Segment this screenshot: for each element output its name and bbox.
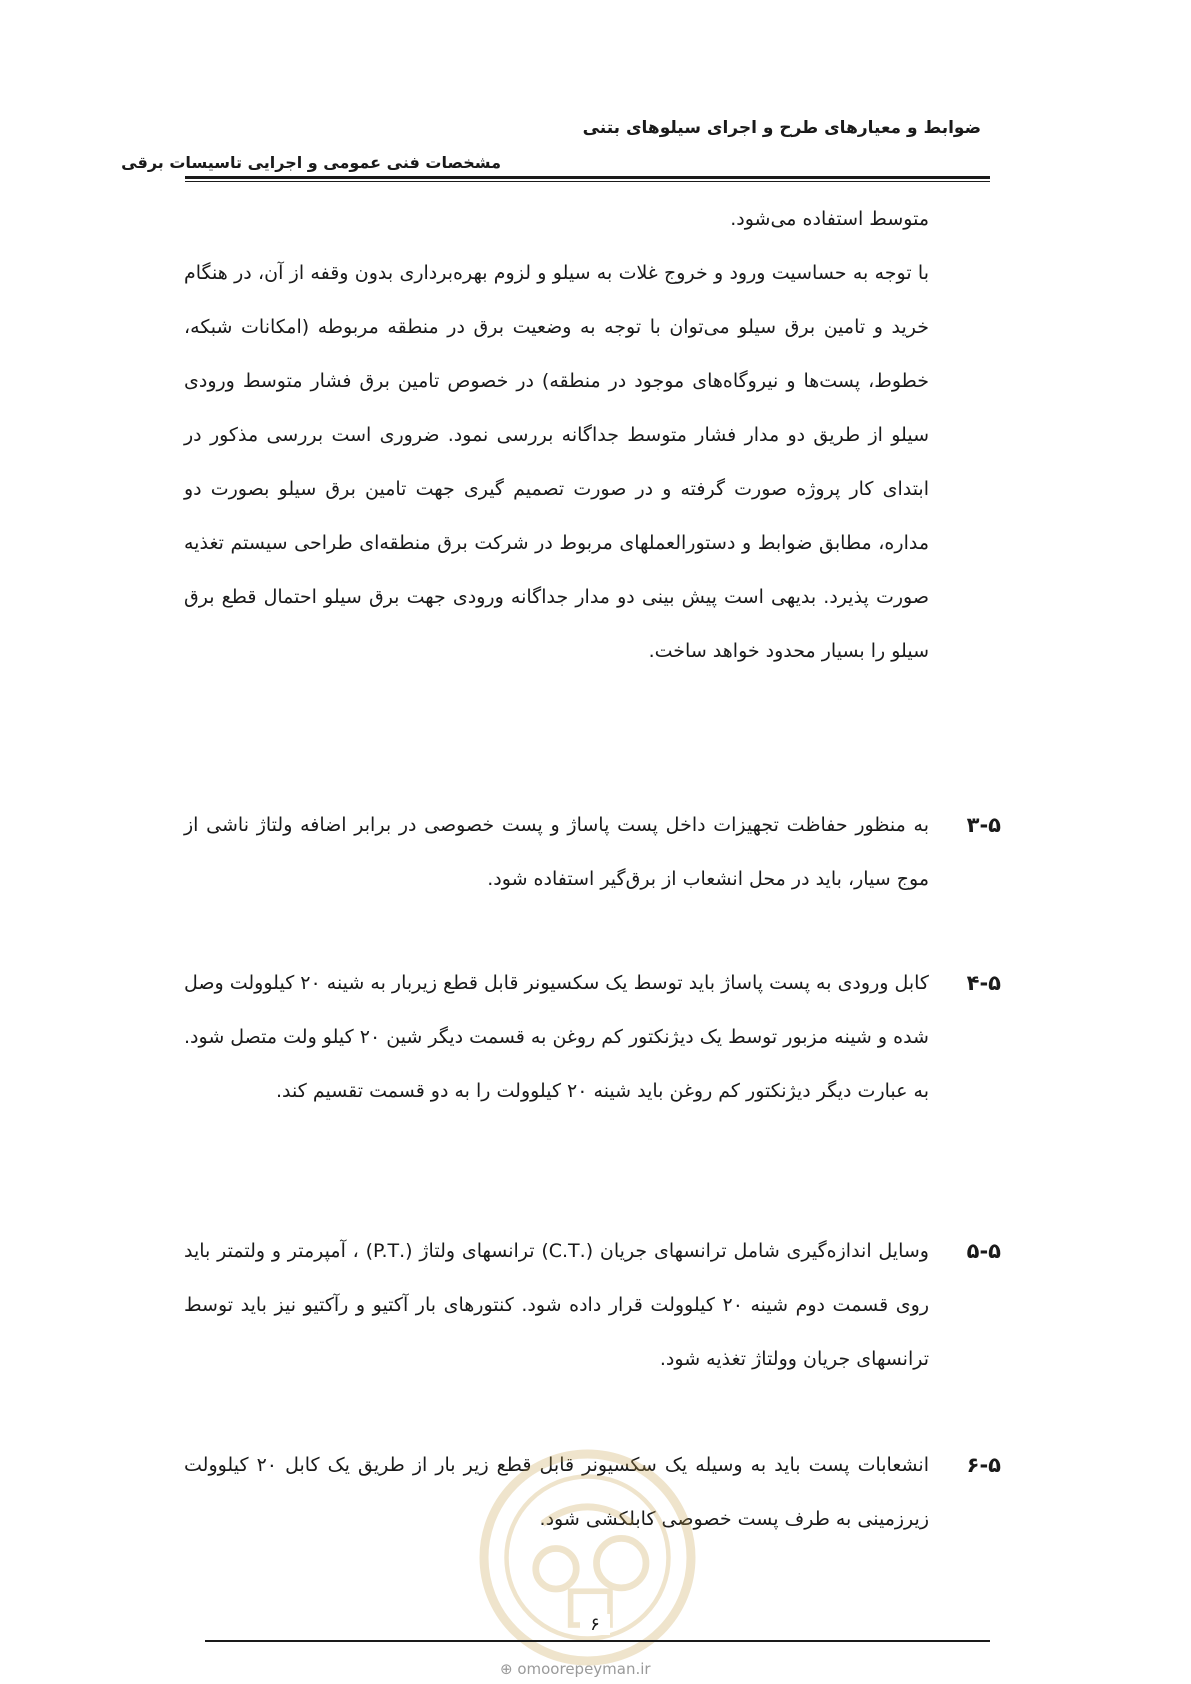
section-number: ۴-۵	[966, 971, 1001, 995]
section-text: انشعابات پست باید به وسیله یک سکسیونر قابل قطع زیر بار از طریق یک کابل ۲۰ کیلوولت زیرزمینی به طرف پست خصوصی کابلکشی شود.	[184, 1454, 929, 1530]
footer-rule	[205, 1640, 990, 1642]
running-header-subtitle: مشخصات فنی عمومی و اجرایی تاسیسات برقی	[121, 153, 501, 172]
website-watermark: ⊕ omoorepeyman.ir	[500, 1660, 651, 1678]
seal-watermark-icon	[475, 1445, 700, 1670]
intro-first-line: متوسط استفاده می‌شود.	[730, 208, 929, 230]
intro-paragraph: با توجه به حساسیت ورود و خروج غلات به سیلو و لزوم بهره‌برداری بدون وقفه از آن، در هنگام خرید و تامین برق سیلو می‌توان با توجه به وضعیت برق در منطقه مربوطه (امکانات شبکه، خطوط، پست‌ها و نیروگاه‌های موجود در منطقه) در خصوص تامین برق فشار متوسط ورودی سیلو از طریق دو مدار فشار متوسط جداگانه بررسی نمود. ضروری است بررسی مذکور در ابتدای کار پروژه صورت گرفته و در صورت تصمیم گیری جهت تامین برق سیلو بصورت دو مداره، مطابق ضوابط و دستورالعملهای مربوط در شرکت برق منطقه‌ای طراحی سیستم تغذیه صورت پذیرد. بدیهی است پیش بینی دو مدار جداگانه ورودی جهت برق سیلو احتمال قطع برق سیلو را بسیار محدود خواهد ساخت.	[184, 262, 929, 662]
intro-block	[184, 192, 929, 678]
section-number: ۳-۵	[966, 813, 1001, 837]
section-text: وسایل اندازه‌گیری شامل ترانسهای جریان (.C.T) ترانسهای ولتاژ (.P.T) ، آمپرمتر و ولتمتر باید روی قسمت دوم شینه ۲۰ کیلوولت قرار داده شود. کنتورهای بار آکتیو و رآکتیو نیز باید توسط ترانسهای جریان وولتاژ تغذیه شود.	[184, 1240, 929, 1370]
section-number: ۵-۵	[966, 1239, 1001, 1263]
website-text: omoorepeyman.ir	[517, 1660, 651, 1678]
section-text: به منظور حفاظت تجهیزات داخل پست پاساژ و پست خصوصی در برابر اضافه ولتاژ ناشی از موج سیار، باید در محل انشعاب از برق‌گیر استفاده شود.	[184, 814, 929, 890]
header-rule-thick	[185, 176, 990, 179]
running-header-title: ضوابط و معیارهای طرح و اجرای سیلوهای بتنی	[582, 118, 981, 138]
header-rule-thin	[185, 181, 990, 182]
section-text: کابل ورودی به پست پاساژ باید توسط یک سکسیونر قابل قطع زیربار به شینه ۲۰ کیلوولت وصل شده و شینه مزبور توسط یک دیژنکتور کم روغن به قسمت دیگر شین ۲۰ کیلو ولت متصل شود. به عبارت دیگر دیژنکتور کم روغن باید شینه ۲۰ کیلوولت را به دو قسمت تقسیم کند.	[184, 972, 929, 1102]
page-number: ۶	[580, 1614, 610, 1635]
section-number: ۶-۵	[966, 1453, 1001, 1477]
